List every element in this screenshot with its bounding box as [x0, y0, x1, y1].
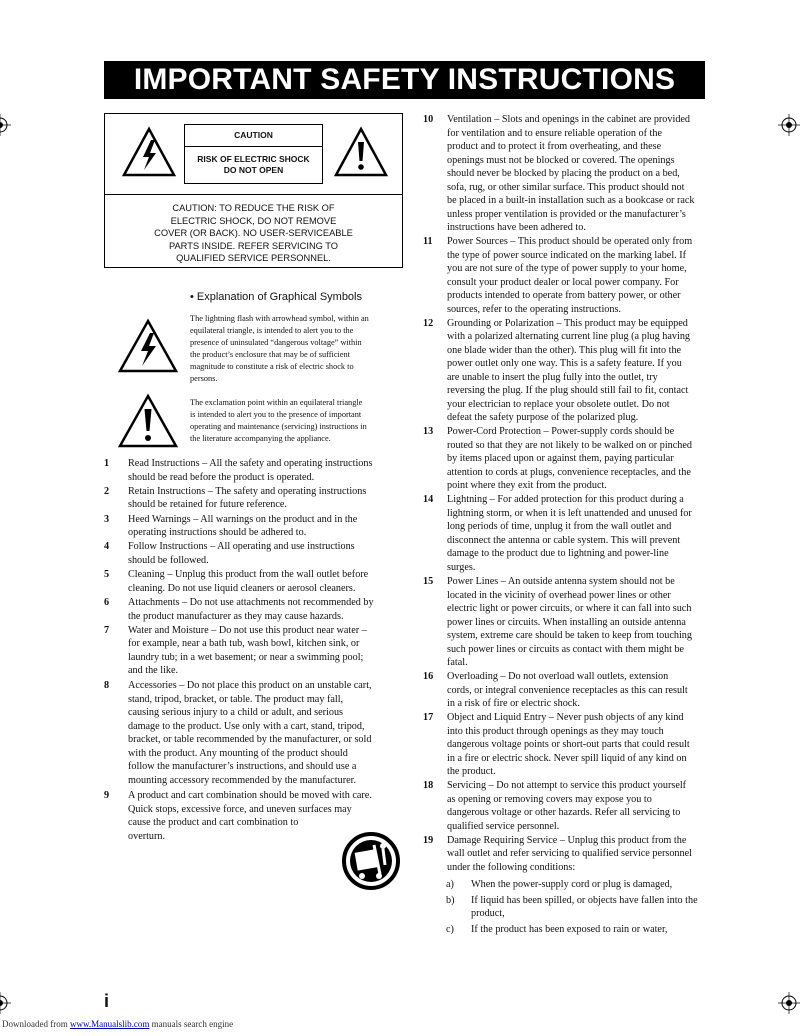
instruction-item	[104, 540, 406, 567]
explanation-heading: • Explanation of Graphical Symbols	[190, 291, 362, 303]
item-number: 10	[423, 114, 434, 125]
item-text: A product and cart combination should be moved with care. Quick stops, excessive force, and uneven surfaces may cause the product and cart combination to overturn.	[128, 790, 372, 842]
item-text: Water and Moisture – Do not use this product near water – for example, near a bath tub, wash bowl, kitchen sink, or laundry tub; in a wet basement; or near a swimming pool; and the like.	[128, 624, 367, 677]
item-number: 17	[423, 712, 434, 724]
item-number: 13	[423, 426, 434, 438]
exclamation-warning-icon	[333, 126, 389, 178]
item-number: 12	[423, 317, 434, 329]
condition-letter: c)	[446, 923, 454, 935]
instruction-item	[423, 425, 723, 493]
condition-letter: b)	[446, 894, 455, 906]
item-number: 15	[423, 576, 434, 587]
item-text: Read Instructions – All the safety and operating instructions should be read before the product is operated.	[128, 458, 373, 483]
condition-text: If the product has been exposed to rain or water,	[471, 923, 668, 935]
instruction-item	[423, 317, 723, 425]
condition-text: If liquid has been spilled, or objects have fallen into the product,	[471, 894, 698, 919]
condition-item	[446, 923, 731, 937]
item-text: Damage Requiring Service – Unplug this product from the wall outlet and refer servicing to qualified service personnel under the following conditions:	[447, 834, 692, 873]
lightning-explanation: The lightning flash with arrowhead symbol, within an equilateral triangle, is intended to alert you to the presence of uninsulated “dangerous voltage” within the product’s enclosure that may be of sufficient magnitude to constitute a risk of electric shock to persons.	[190, 314, 369, 383]
page-number: i	[104, 991, 110, 1011]
item-text: Ventilation – Slots and openings in the cabinet are provided for ventilation and to ensure reliable operation of the product and to protect it from overheating, and these openings must not be blocked or covered. The openings should never be blocked by placing the product on a bed, sofa, rug, or other similar surface. This product should not be placed in a built-in installation such as a bookcase or rack unless proper ventilation is provided or the manufacturer’s instructions have been adhered to.	[447, 114, 695, 233]
instruction-item	[104, 568, 406, 595]
item-text: Overloading – Do not overload wall outlets, extension cords, or integral convenience receptacles as this can result in a risk of fire or electric shock.	[447, 671, 688, 710]
instruction-item	[423, 711, 723, 779]
item-number: 18	[423, 780, 434, 792]
registration-mark	[0, 992, 11, 1014]
item-number: 16	[423, 671, 434, 683]
exclamation-symbol-icon	[117, 393, 179, 449]
manualslib-link[interactable]: www.Manualslib.com	[69, 1019, 150, 1029]
instruction-item	[104, 457, 406, 484]
instruction-item	[423, 834, 723, 875]
item-text: Grounding or Polarization – This product may be equipped with a polarized alternating current line plug (a plug having one blade wider than the other). This plug will fit into the power outlet only one way. This is a safety feature. If you are unable to insert the plug fully into the outlet, try reversing the plug. If the plug should still fail to fit, contact your electrician to replace your obsolete outlet. Do not defeat the safety purpose of the polarized plug.	[447, 317, 691, 424]
item-number: 5	[104, 569, 110, 581]
item-text: Object and Liquid Entry – Never push objects of any kind into this product through openings as they may touch dangerous voltage points or short-out parts that could result in a fire or electric shock. Never spill liquid of any kind on the product.	[447, 712, 690, 778]
instruction-item	[104, 679, 406, 789]
instruction-item	[423, 575, 723, 670]
risk-text: RISK OF ELECTRIC SHOCK DO NOT OPEN	[197, 154, 310, 175]
instruction-item	[423, 493, 723, 574]
condition-text: When the power-supply cord or plug is damaged,	[471, 879, 673, 890]
registration-mark	[0, 114, 11, 136]
item-text: Retain Instructions – The safety and operating instructions should be retained for future reference.	[128, 485, 367, 511]
instruction-item	[423, 779, 723, 833]
item-number: 7	[104, 624, 110, 636]
item-number: 6	[104, 597, 110, 608]
instruction-item	[104, 513, 406, 540]
item-number: 3	[104, 513, 110, 525]
item-text: Accessories – Do not place this product on an unstable cart, stand, tripod, bracket, or table. The product may fall, causing serious injury to a child or adult, and serious damage to the product. Use only with a cart, stand, tripod, bracket, or table recommended by the manufacturer, or sold with the product. Any mounting of the product should follow the manufacturer’s instructions, and should use a mounting accessory recommended by the manufacturer.	[128, 680, 372, 786]
item-number: 4	[104, 541, 110, 553]
condition-letter: a)	[446, 879, 454, 890]
item-text: Heed Warnings – All warnings on the product and in the operating instructions should be adhered to.	[128, 513, 358, 539]
item-text: Power Sources – This product should be operated only from the type of power source indicated on the marking label. If you are not sure of the type of power supply to your home, consult your product dealer or local power company. For products intended to operate from battery power, or other sources, refer to the operating instructions.	[447, 236, 693, 315]
lightning-warning-icon	[121, 126, 177, 178]
item-text: Lightning – For added protection for this product during a lightning storm, or when it is left unattended and unused for long periods of time, unplug it from the wall outlet and disconnect the antenna or cable system. This will prevent damage to the product due to lightning and power-line surges.	[447, 494, 692, 573]
instruction-item	[423, 670, 723, 711]
instruction-item	[104, 485, 406, 512]
instruction-item	[423, 235, 723, 316]
item-number: 11	[423, 236, 433, 248]
lightning-symbol-icon	[117, 318, 179, 374]
item-number: 19	[423, 834, 434, 846]
registration-mark	[778, 992, 800, 1014]
caution-label	[184, 124, 323, 184]
caution-text: CAUTION: TO REDUCE THE RISK OF ELECTRIC SHOCK, DO NOT REMOVE COVER (OR BACK). NO USER-SERVICEABLE PARTS INSIDE. REFER SERVICING TO QUALIFIED SERVICE PERSONNEL.	[154, 203, 353, 264]
download-footer	[2, 1019, 233, 1029]
item-text: Power-Cord Protection – Power-supply cords should be routed so that they are not likely to be walked on or pinched by items placed upon or against them, paying particular attention to cords at plugs, convenience receptacles, and the point where they exit from the product.	[447, 426, 692, 492]
caution-box	[104, 113, 403, 268]
exclamation-explanation: The exclamation point within an equilateral triangle is intended to alert you to the presence of important operating and maintenance (servicing) instructions in the literature accompanying the appliance.	[190, 398, 367, 443]
item-text: Follow Instructions – All operating and use instructions should be followed.	[128, 541, 355, 566]
item-number: 8	[104, 680, 110, 691]
registration-mark	[778, 114, 800, 136]
page-title: IMPORTANT SAFETY INSTRUCTIONS	[104, 61, 705, 99]
cart-warning-icon	[341, 831, 401, 891]
item-number: 2	[104, 485, 110, 497]
caution-heading: CAUTION	[185, 125, 322, 147]
item-text: Servicing – Do not attempt to service this product yourself as opening or removing covers may expose you to dangerous voltage or other hazards. Refer all servicing to qualified service personnel.	[447, 780, 687, 832]
footer-prefix: Downloaded from	[2, 1019, 68, 1029]
item-number: 9	[104, 790, 110, 801]
instruction-item	[423, 113, 723, 235]
item-text: Cleaning – Unplug this product from the wall outlet before cleaning. Do not use liquid cleaners or aerosol cleaners.	[128, 569, 369, 594]
item-number: 14	[423, 494, 434, 506]
item-text: Attachments – Do not use attachments not recommended by the product manufacturer as they may cause hazards.	[128, 597, 374, 622]
instruction-item	[104, 596, 406, 623]
condition-item	[446, 894, 731, 921]
instruction-item	[104, 624, 406, 679]
item-text: Power Lines – An outside antenna system should not be located in the vicinity of overhead power lines or other electric light or power circuits, or where it can fall into such power lines or circuits. When installing an outside antenna system, extreme care should be taken to keep from touching such power lines or circuits as contact with them might be fatal.	[447, 576, 692, 668]
condition-item	[446, 878, 731, 892]
caution-header-row	[105, 114, 402, 195]
footer-suffix: manuals search engine	[151, 1019, 234, 1029]
item-number: 1	[104, 458, 110, 469]
